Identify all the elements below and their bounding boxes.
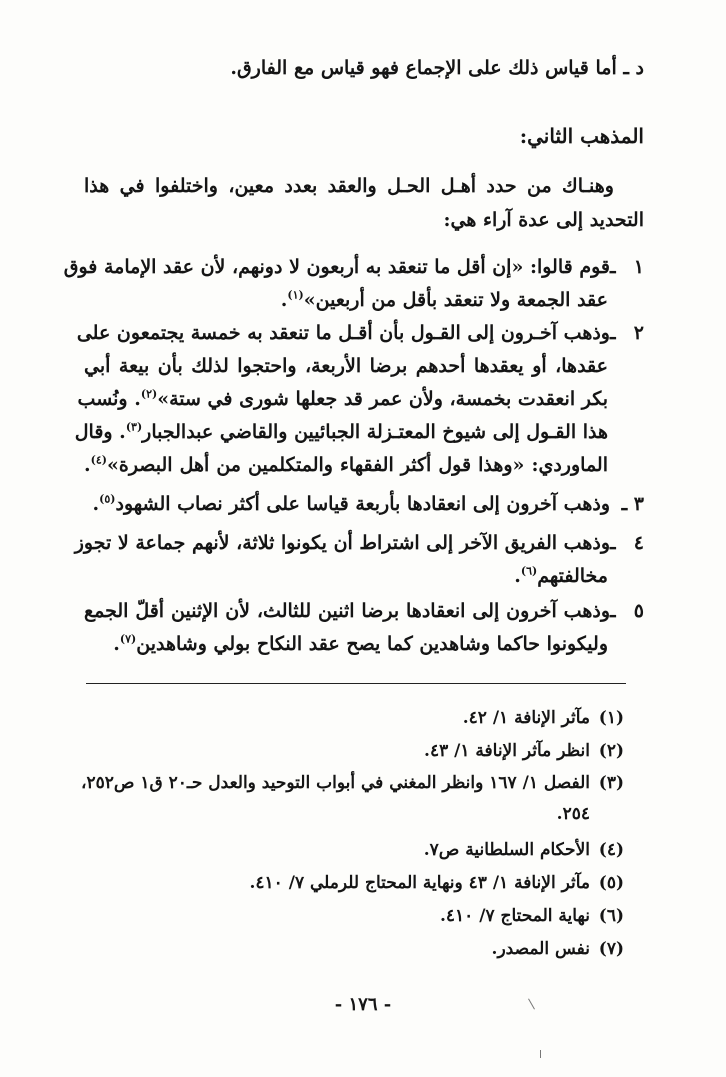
footnote-text: نفس المصدر. — [491, 939, 590, 959]
item-text: الماوردي: «وهذا قول أكثر الفقهاء والمتكلمين من أهل البصرة» — [106, 454, 608, 476]
list-item-2 — [76, 317, 644, 349]
paragraph-line: التحديد إلى عدة آراء هي: — [443, 209, 644, 231]
footnote-ref: (٧) — [119, 632, 137, 646]
list-item-3 — [84, 488, 644, 520]
footnote-text: مآثر الإنافة ١/ ٤٢. — [462, 708, 590, 728]
item-text: مخالفتهم — [537, 565, 608, 587]
list-item-1 — [63, 251, 644, 283]
item-text: وذهب آخرون إلى انعقادها بأربعة قياسا على أكثر نصاب الشهود — [115, 493, 610, 515]
footnote-2 — [84, 737, 624, 765]
list-item-2-cont — [84, 449, 608, 481]
item-number: ٢ ـ — [610, 322, 644, 344]
list-item-5-cont — [84, 628, 608, 660]
item-tail: . — [514, 565, 521, 587]
footnote-ref: (٢) — [140, 387, 158, 401]
list-item-5 — [84, 595, 644, 627]
footnote-3-cont — [90, 800, 590, 828]
footnote-6 — [84, 902, 624, 930]
list-item-2-cont — [84, 350, 608, 382]
footnote-text: انظر مآثر الإنافة ١/ ٤٣. — [424, 741, 590, 761]
list-item-1-cont — [84, 284, 608, 316]
item-tail: . — [280, 289, 288, 311]
footnote-number: (٥) — [598, 873, 624, 893]
item-number: ١ ـ — [610, 256, 644, 278]
intro-line: د ـ أما قياس ذلك على الإجماع فهو قياس مع الفارق. — [230, 57, 644, 79]
footnote-7 — [84, 935, 624, 963]
item-number: ٥ ـ — [610, 600, 644, 622]
footnote-number: (٣) — [598, 773, 624, 793]
item-tail: . — [84, 454, 91, 476]
footnote-5 — [84, 869, 624, 897]
item-text: وليكونوا حاكما وشاهدين كما يصح عقد النكاح بولي وشاهدين — [136, 633, 608, 655]
footnote-text: مآثر الإنافة ١/ ٤٣ ونهاية المحتاج للرملي ٧/ ٤١٠. — [249, 873, 590, 893]
item-tail: . وقال — [74, 421, 126, 443]
list-item-2-cont — [77, 383, 608, 415]
footnote-1 — [84, 704, 624, 732]
item-tail: . — [92, 493, 100, 515]
item-tail: . ونُسب — [77, 388, 141, 410]
item-tail: . — [113, 633, 120, 655]
page-number: - ١٧٦ - — [334, 994, 392, 1015]
footnote-number: (٧) — [598, 939, 624, 959]
item-number: ٤ ـ — [610, 532, 644, 554]
item-text: عقد الجمعة ولا تنعقد بأقل من أربعين» — [303, 289, 608, 311]
footnote-ref: (١) — [287, 288, 304, 302]
footnote-text: الأحكام السلطانية ص٧. — [423, 840, 590, 860]
footnote-4 — [84, 836, 624, 864]
section-heading: المذهب الثاني: — [519, 124, 644, 148]
item-text: هذا القـول إلى شيوخ المعتـزلة الجبائيين والقاضي عبدالجبار — [142, 421, 608, 443]
list-item-4 — [74, 527, 644, 559]
list-item-2-cont — [74, 416, 608, 448]
paragraph-line: وهنـاك من حدد أهـل الحـل والعقد بعدد معين، واختلفوا في هذا — [84, 175, 614, 197]
footnote-number: (١) — [598, 708, 624, 728]
footnote-text: الفصل ١/ ١٦٧ وانظر المغني في أبواب التوحيد والعدل حـ٢٠ ق١ ص٢٥٢، — [80, 773, 590, 793]
item-text: وذهب آخرون إلى انعقادها برضا اثنين للثالث، لأن الإثنين أقلّ الجمع — [84, 600, 610, 622]
footnote-text: ٢٥٤. — [556, 804, 590, 824]
footnote-ref: (٥) — [99, 492, 116, 506]
footnote-3 — [80, 769, 624, 797]
footnote-divider — [86, 683, 626, 684]
footnote-ref: (٣) — [125, 420, 143, 434]
footnote-ref: (٤) — [90, 453, 107, 467]
footnote-ref: (٦) — [520, 564, 538, 578]
item-text: وذهب الفريق الآخر إلى اشتراط أن يكونوا ثلاثة، لأنهم جماعة لا تجوز — [74, 532, 610, 554]
footnote-number: (٢) — [598, 741, 624, 761]
footnote-number: (٤) — [598, 840, 624, 860]
footnote-number: (٦) — [598, 906, 624, 926]
item-text: بكر انعقدت بخمسة، ولأن عمر قد جعلها شورى في ستة» — [157, 388, 608, 410]
item-text: وذهب آخـرون إلى القـول بأن أقـل ما تنعقد به خمسة يجتمعون على — [76, 322, 610, 344]
item-number: ٣ ـ — [621, 493, 644, 515]
item-text: قوم قالوا: «إن أقل ما تنعقد به أربعون لا دونهم، لأن عقد الإمامة فوق — [63, 256, 610, 278]
scan-speck — [540, 1050, 541, 1058]
list-item-4-cont — [84, 560, 608, 592]
item-text: عقدها، أو يعقدها أحدهم برضا الأربعة، واحتجوا لذلك بأن بيعة أبي — [84, 355, 608, 377]
footnote-text: نهاية المحتاج ٧/ ٤١٠. — [439, 906, 590, 926]
